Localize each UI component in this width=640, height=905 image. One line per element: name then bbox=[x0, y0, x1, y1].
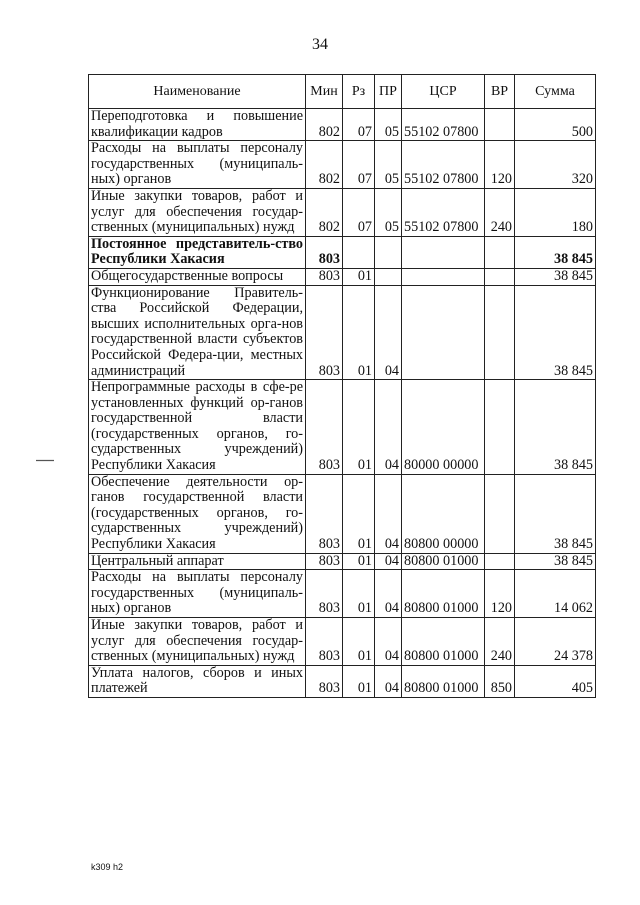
cell-vr: 120 bbox=[485, 570, 515, 618]
cell-pr: 04 bbox=[375, 570, 402, 618]
cell-rz: 01 bbox=[343, 553, 375, 570]
cell-sum: 180 bbox=[515, 188, 596, 236]
cell-min: 803 bbox=[306, 285, 343, 380]
header-sum: Сумма bbox=[515, 75, 596, 109]
cell-sum: 320 bbox=[515, 141, 596, 189]
cell-sum: 38 845 bbox=[515, 285, 596, 380]
cell-min: 803 bbox=[306, 236, 343, 268]
cell-sum: 38 845 bbox=[515, 553, 596, 570]
cell-rz: 07 bbox=[343, 141, 375, 189]
cell-vr bbox=[485, 380, 515, 475]
cell-rz: 07 bbox=[343, 188, 375, 236]
cell-vr: 850 bbox=[485, 665, 515, 697]
header-csr: ЦСР bbox=[402, 75, 485, 109]
page-number: 34 bbox=[312, 36, 328, 53]
cell-pr: 04 bbox=[375, 380, 402, 475]
cell-sum: 38 845 bbox=[515, 236, 596, 268]
header-rz: Рз bbox=[343, 75, 375, 109]
margin-mark bbox=[36, 459, 54, 462]
cell-rz: 01 bbox=[343, 474, 375, 553]
cell-rz: 01 bbox=[343, 570, 375, 618]
cell-csr: 80800 01000 bbox=[402, 665, 485, 697]
cell-sum: 38 845 bbox=[515, 268, 596, 285]
table-row bbox=[89, 268, 596, 285]
table-row bbox=[89, 553, 596, 570]
cell-rz: 01 bbox=[343, 268, 375, 285]
cell-sum: 24 378 bbox=[515, 618, 596, 666]
cell-pr: 04 bbox=[375, 665, 402, 697]
table-row bbox=[89, 570, 596, 618]
cell-min: 803 bbox=[306, 665, 343, 697]
cell-min: 803 bbox=[306, 380, 343, 475]
cell-pr: 04 bbox=[375, 553, 402, 570]
cell-vr bbox=[485, 285, 515, 380]
table-row bbox=[89, 109, 596, 141]
cell-min: 803 bbox=[306, 570, 343, 618]
cell-min: 803 bbox=[306, 553, 343, 570]
cell-vr: 240 bbox=[485, 188, 515, 236]
cell-min: 802 bbox=[306, 188, 343, 236]
cell-csr: 80000 00000 bbox=[402, 380, 485, 475]
cell-sum: 38 845 bbox=[515, 474, 596, 553]
cell-name: Иные закупки товаров, работ и услуг для обеспечения государ-ственных (муниципальных) нужд bbox=[89, 618, 306, 666]
cell-sum: 38 845 bbox=[515, 380, 596, 475]
cell-rz: 01 bbox=[343, 665, 375, 697]
header-name: Наименование bbox=[89, 75, 306, 109]
cell-csr: 55102 07800 bbox=[402, 109, 485, 141]
cell-name: Центральный аппарат bbox=[89, 553, 306, 570]
cell-name: Переподготовка и повышение квалификации кадров bbox=[89, 109, 306, 141]
footer-code: k309 h2 bbox=[91, 862, 124, 872]
cell-vr bbox=[485, 268, 515, 285]
cell-csr: 55102 07800 bbox=[402, 141, 485, 189]
header-pr: ПР bbox=[375, 75, 402, 109]
cell-csr bbox=[402, 236, 485, 268]
table-row bbox=[89, 665, 596, 697]
cell-csr: 80800 00000 bbox=[402, 474, 485, 553]
table-row bbox=[89, 285, 596, 380]
cell-rz: 01 bbox=[343, 618, 375, 666]
cell-vr: 120 bbox=[485, 141, 515, 189]
cell-name: Общегосударственные вопросы bbox=[89, 268, 306, 285]
cell-min: 803 bbox=[306, 618, 343, 666]
cell-rz bbox=[343, 236, 375, 268]
cell-csr: 80800 01000 bbox=[402, 553, 485, 570]
cell-sum: 500 bbox=[515, 109, 596, 141]
cell-pr: 04 bbox=[375, 474, 402, 553]
header-vr: ВР bbox=[485, 75, 515, 109]
cell-vr bbox=[485, 236, 515, 268]
budget-table bbox=[88, 74, 596, 698]
cell-pr bbox=[375, 236, 402, 268]
cell-name: Непрограммные расходы в сфе-ре установленных функций ор-ганов государственной власти (государственных органов, го-сударственных учреждений) Республики Хакасия bbox=[89, 380, 306, 475]
cell-sum: 405 bbox=[515, 665, 596, 697]
table-row bbox=[89, 474, 596, 553]
table-row bbox=[89, 188, 596, 236]
cell-name: Расходы на выплаты персоналу государственных (муниципаль-ных) органов bbox=[89, 570, 306, 618]
cell-name: Иные закупки товаров, работ и услуг для обеспечения государ-ственных (муниципальных) нужд bbox=[89, 188, 306, 236]
cell-pr: 04 bbox=[375, 618, 402, 666]
table-body bbox=[89, 109, 596, 698]
cell-min: 803 bbox=[306, 474, 343, 553]
cell-name: Постоянное представитель-ство Республики Хакасия bbox=[89, 236, 306, 268]
cell-csr: 80800 01000 bbox=[402, 570, 485, 618]
cell-pr bbox=[375, 268, 402, 285]
cell-name: Функционирование Правитель-ства Российской Федерации, высших исполнительных орга-нов государственной власти субъектов Российской Федера-ции, местных администраций bbox=[89, 285, 306, 380]
header-min: Мин bbox=[306, 75, 343, 109]
cell-name: Обеспечение деятельности ор-ганов государственной власти (государственных органов, го-сударственных учреждений) Республики Хакасия bbox=[89, 474, 306, 553]
table-row bbox=[89, 380, 596, 475]
cell-vr bbox=[485, 474, 515, 553]
cell-vr bbox=[485, 553, 515, 570]
cell-rz: 07 bbox=[343, 109, 375, 141]
cell-csr bbox=[402, 268, 485, 285]
cell-vr: 240 bbox=[485, 618, 515, 666]
cell-sum: 14 062 bbox=[515, 570, 596, 618]
cell-vr bbox=[485, 109, 515, 141]
table-header-row bbox=[89, 75, 596, 109]
table-row bbox=[89, 141, 596, 189]
cell-pr: 04 bbox=[375, 285, 402, 380]
cell-csr: 80800 01000 bbox=[402, 618, 485, 666]
table-row bbox=[89, 618, 596, 666]
cell-csr: 55102 07800 bbox=[402, 188, 485, 236]
cell-min: 803 bbox=[306, 268, 343, 285]
cell-name: Уплата налогов, сборов и иных платежей bbox=[89, 665, 306, 697]
table-row bbox=[89, 236, 596, 268]
cell-name: Расходы на выплаты персоналу государственных (муниципаль-ных) органов bbox=[89, 141, 306, 189]
cell-pr: 05 bbox=[375, 141, 402, 189]
cell-min: 802 bbox=[306, 109, 343, 141]
cell-rz: 01 bbox=[343, 380, 375, 475]
cell-csr bbox=[402, 285, 485, 380]
cell-pr: 05 bbox=[375, 109, 402, 141]
cell-rz: 01 bbox=[343, 285, 375, 380]
cell-min: 802 bbox=[306, 141, 343, 189]
cell-pr: 05 bbox=[375, 188, 402, 236]
